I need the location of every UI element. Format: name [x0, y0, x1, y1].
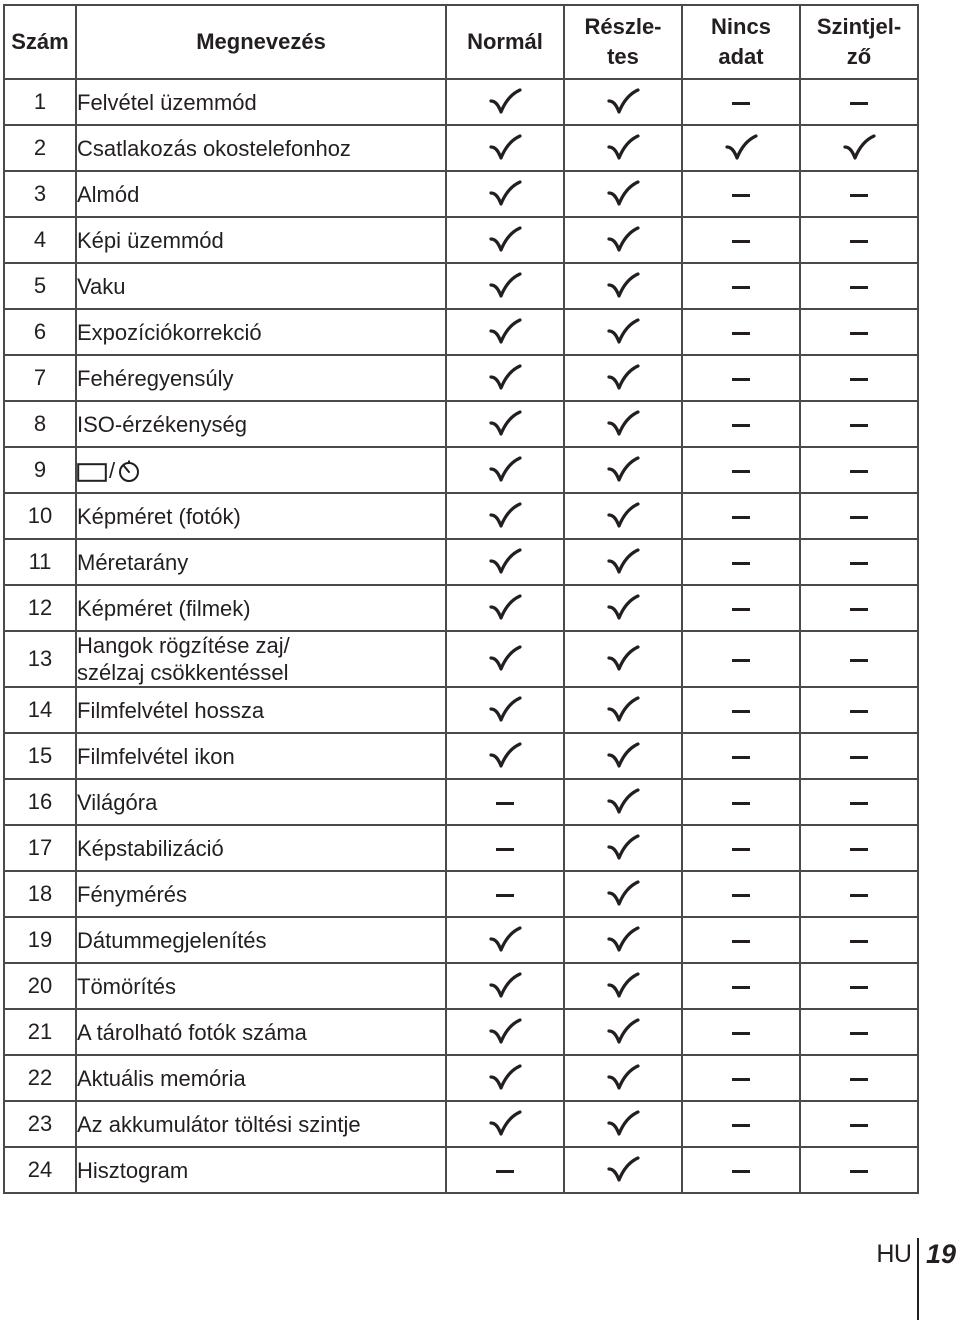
single-frame-icon: [77, 461, 107, 480]
cell-normal: [446, 263, 564, 309]
check-mark-icon: [488, 87, 522, 117]
row-name: ISO-érzékenység: [76, 401, 446, 447]
cell-nodata: [682, 263, 800, 309]
cell-normal: [446, 917, 564, 963]
row-name: Filmfelvétel ikon: [76, 733, 446, 779]
check-mark-icon: [606, 271, 640, 301]
cell-normal: [446, 1009, 564, 1055]
cell-detailed: [564, 401, 682, 447]
cell-nodata: [682, 217, 800, 263]
row-number: 11: [4, 539, 76, 585]
cell-level: [800, 309, 918, 355]
cell-nodata: [682, 309, 800, 355]
row-name: Világóra: [76, 779, 446, 825]
cell-level: [800, 263, 918, 309]
check-mark-icon: [606, 501, 640, 531]
cell-normal: [446, 79, 564, 125]
check-mark-icon: [606, 1109, 640, 1139]
cell-level: [800, 355, 918, 401]
dash-icon: [732, 516, 750, 519]
check-mark-icon: [606, 225, 640, 255]
row-number: 21: [4, 1009, 76, 1055]
check-mark-icon: [488, 179, 522, 209]
row-name: A tárolható fotók száma: [76, 1009, 446, 1055]
table-row: [4, 825, 918, 871]
cell-detailed: [564, 125, 682, 171]
table-header-row: [4, 5, 918, 79]
cell-normal: [446, 539, 564, 585]
cell-nodata: [682, 125, 800, 171]
table-row: [4, 1009, 918, 1055]
check-mark-icon: [488, 695, 522, 725]
header-nodata-line1: Nincs: [711, 14, 771, 39]
row-number: 6: [4, 309, 76, 355]
table-row: [4, 917, 918, 963]
check-mark-icon: [606, 1155, 640, 1185]
dash-icon: [732, 802, 750, 805]
row-number: 24: [4, 1147, 76, 1193]
check-mark-icon: [606, 455, 640, 485]
cell-normal: [446, 687, 564, 733]
dash-icon: [496, 802, 514, 805]
header-detailed-line1: Részle-: [584, 14, 662, 39]
cell-normal: [446, 585, 564, 631]
dash-icon: [850, 516, 868, 519]
check-mark-icon: [606, 1017, 640, 1047]
dash-icon: [732, 240, 750, 243]
check-mark-icon: [488, 271, 522, 301]
row-name: Dátummegjelenítés: [76, 917, 446, 963]
row-number: 5: [4, 263, 76, 309]
row-name: Almód: [76, 171, 446, 217]
cell-normal: [446, 125, 564, 171]
row-name: Az akkumulátor töltési szintje: [76, 1101, 446, 1147]
dash-icon: [850, 1124, 868, 1127]
row-number: 8: [4, 401, 76, 447]
table-row: [4, 447, 918, 493]
dash-icon: [850, 802, 868, 805]
check-mark-icon: [606, 547, 640, 577]
cell-level: [800, 401, 918, 447]
header-level: [800, 5, 918, 79]
cell-detailed: [564, 825, 682, 871]
cell-nodata: [682, 401, 800, 447]
cell-normal: [446, 871, 564, 917]
cell-normal: [446, 1101, 564, 1147]
cell-normal: [446, 493, 564, 539]
cell-nodata: [682, 687, 800, 733]
check-mark-icon: [488, 409, 522, 439]
cell-normal: [446, 1055, 564, 1101]
table-row: [4, 1101, 918, 1147]
check-mark-icon: [488, 363, 522, 393]
table-row: [4, 1055, 918, 1101]
cell-level: [800, 1055, 918, 1101]
check-mark-icon: [606, 133, 640, 163]
cell-detailed: [564, 79, 682, 125]
table-row: [4, 963, 918, 1009]
self-timer-icon: [117, 459, 141, 483]
cell-detailed: [564, 1147, 682, 1193]
dash-icon: [732, 470, 750, 473]
row-name: [76, 447, 446, 493]
cell-detailed: [564, 1055, 682, 1101]
dash-icon: [850, 986, 868, 989]
dash-icon: [850, 562, 868, 565]
cell-detailed: [564, 687, 682, 733]
cell-level: [800, 1101, 918, 1147]
cell-normal: [446, 779, 564, 825]
dash-icon: [850, 102, 868, 105]
table-row: [4, 687, 918, 733]
table-row: [4, 871, 918, 917]
row-number: 13: [4, 631, 76, 687]
dash-icon: [850, 378, 868, 381]
cell-detailed: [564, 631, 682, 687]
cell-level: [800, 1147, 918, 1193]
cell-level: [800, 1009, 918, 1055]
row-number: 2: [4, 125, 76, 171]
table-row: [4, 401, 918, 447]
row-number: 3: [4, 171, 76, 217]
cell-nodata: [682, 493, 800, 539]
dash-icon: [850, 424, 868, 427]
row-number: 12: [4, 585, 76, 631]
cell-nodata: [682, 917, 800, 963]
check-mark-icon: [488, 1017, 522, 1047]
row-name: Képstabilizáció: [76, 825, 446, 871]
cell-detailed: [564, 217, 682, 263]
dash-icon: [732, 894, 750, 897]
cell-nodata: [682, 733, 800, 779]
cell-detailed: [564, 733, 682, 779]
table-body: [4, 79, 918, 1193]
header-num: Szám: [4, 5, 76, 79]
cell-nodata: [682, 1101, 800, 1147]
row-number: 23: [4, 1101, 76, 1147]
row-name: Aktuális memória: [76, 1055, 446, 1101]
cell-level: [800, 585, 918, 631]
table-row: [4, 125, 918, 171]
row-name: Csatlakozás okostelefonhoz: [76, 125, 446, 171]
row-name: Méretarány: [76, 539, 446, 585]
dash-icon: [732, 986, 750, 989]
row-number: 9: [4, 447, 76, 493]
check-mark-icon: [606, 317, 640, 347]
cell-level: [800, 733, 918, 779]
table-row: [4, 355, 918, 401]
check-mark-icon: [488, 644, 522, 674]
cell-level: [800, 963, 918, 1009]
cell-detailed: [564, 1101, 682, 1147]
dash-icon: [732, 1078, 750, 1081]
check-mark-icon: [606, 409, 640, 439]
table-row: [4, 493, 918, 539]
cell-detailed: [564, 1009, 682, 1055]
page-footer: [876, 1238, 956, 1320]
cell-nodata: [682, 1009, 800, 1055]
dash-icon: [732, 1170, 750, 1173]
table-row: [4, 171, 918, 217]
dash-icon: [732, 194, 750, 197]
cell-level: [800, 493, 918, 539]
check-mark-icon: [606, 695, 640, 725]
cell-detailed: [564, 871, 682, 917]
cell-normal: [446, 401, 564, 447]
cell-nodata: [682, 631, 800, 687]
dash-icon: [732, 848, 750, 851]
dash-icon: [850, 608, 868, 611]
cell-detailed: [564, 355, 682, 401]
check-mark-icon: [606, 925, 640, 955]
row-name: Képméret (fotók): [76, 493, 446, 539]
row-name: Fehéregyensúly: [76, 355, 446, 401]
cell-nodata: [682, 585, 800, 631]
check-mark-icon: [488, 593, 522, 623]
row-number: 17: [4, 825, 76, 871]
table-row: [4, 779, 918, 825]
cell-detailed: [564, 539, 682, 585]
cell-nodata: [682, 79, 800, 125]
dash-icon: [496, 894, 514, 897]
check-mark-icon: [488, 133, 522, 163]
cell-level: [800, 687, 918, 733]
row-name: Hisztogram: [76, 1147, 446, 1193]
row-name: [76, 631, 446, 687]
table-row: [4, 631, 918, 687]
cell-detailed: [564, 779, 682, 825]
dash-icon: [850, 848, 868, 851]
cell-level: [800, 825, 918, 871]
row-name: Expozíciókorrekció: [76, 309, 446, 355]
row-name: Tömörítés: [76, 963, 446, 1009]
cell-detailed: [564, 447, 682, 493]
check-mark-icon: [488, 1063, 522, 1093]
cell-nodata: [682, 171, 800, 217]
dash-icon: [850, 710, 868, 713]
dash-icon: [732, 424, 750, 427]
cell-normal: [446, 825, 564, 871]
row-number: 14: [4, 687, 76, 733]
cell-level: [800, 871, 918, 917]
dash-icon: [850, 332, 868, 335]
header-level-line1: Szintjel-: [816, 14, 902, 39]
cell-nodata: [682, 355, 800, 401]
dash-icon: [850, 1032, 868, 1035]
check-mark-icon: [488, 317, 522, 347]
cell-detailed: [564, 263, 682, 309]
table-row: [4, 79, 918, 125]
check-mark-icon: [606, 363, 640, 393]
dash-icon: [850, 940, 868, 943]
cell-normal: [446, 447, 564, 493]
cell-level: [800, 125, 918, 171]
cell-nodata: [682, 447, 800, 493]
check-mark-icon: [488, 1109, 522, 1139]
check-mark-icon: [606, 1063, 640, 1093]
cell-nodata: [682, 1055, 800, 1101]
page-number: 19: [925, 1239, 956, 1269]
row-number: 1: [4, 79, 76, 125]
table-row: [4, 217, 918, 263]
header-normal: Normál: [446, 5, 564, 79]
header-nodata: [682, 5, 800, 79]
check-mark-icon: [606, 741, 640, 771]
check-mark-icon: [842, 133, 876, 163]
check-mark-icon: [606, 787, 640, 817]
row-number: 22: [4, 1055, 76, 1101]
check-mark-icon: [606, 833, 640, 863]
row-name: Képi üzemmód: [76, 217, 446, 263]
cell-normal: [446, 733, 564, 779]
dash-icon: [732, 756, 750, 759]
cell-level: [800, 217, 918, 263]
cell-detailed: [564, 585, 682, 631]
check-mark-icon: [724, 133, 758, 163]
table-row: [4, 309, 918, 355]
check-mark-icon: [606, 593, 640, 623]
header-name: Megnevezés: [76, 5, 446, 79]
table-row: [4, 585, 918, 631]
dash-icon: [732, 562, 750, 565]
dash-icon: [732, 378, 750, 381]
table-row: [4, 733, 918, 779]
cell-detailed: [564, 493, 682, 539]
header-detailed: [564, 5, 682, 79]
dash-icon: [496, 1170, 514, 1173]
check-mark-icon: [488, 547, 522, 577]
cell-normal: [446, 171, 564, 217]
table-row: [4, 539, 918, 585]
check-mark-icon: [606, 879, 640, 909]
check-mark-icon: [606, 179, 640, 209]
cell-nodata: [682, 963, 800, 1009]
cell-nodata: [682, 1147, 800, 1193]
table-row: [4, 263, 918, 309]
dash-icon: [850, 470, 868, 473]
cell-normal: [446, 1147, 564, 1193]
cell-level: [800, 631, 918, 687]
dash-icon: [850, 1170, 868, 1173]
cell-detailed: [564, 171, 682, 217]
dash-icon: [850, 1078, 868, 1081]
cell-level: [800, 171, 918, 217]
dash-icon: [732, 1032, 750, 1035]
dash-icon: [732, 940, 750, 943]
check-mark-icon: [488, 501, 522, 531]
row-number: 10: [4, 493, 76, 539]
cell-level: [800, 539, 918, 585]
dash-icon: [850, 659, 868, 662]
row-name-line1: Hangok rögzítése zaj/: [77, 633, 290, 658]
check-mark-icon: [606, 87, 640, 117]
cell-detailed: [564, 309, 682, 355]
row-number: 15: [4, 733, 76, 779]
cell-level: [800, 447, 918, 493]
check-mark-icon: [606, 644, 640, 674]
row-name: Felvétel üzemmód: [76, 79, 446, 125]
cell-normal: [446, 355, 564, 401]
cell-detailed: [564, 963, 682, 1009]
header-level-line2: ző: [846, 44, 872, 69]
cell-nodata: [682, 871, 800, 917]
row-number: 20: [4, 963, 76, 1009]
dash-icon: [850, 240, 868, 243]
dash-icon: [732, 659, 750, 662]
row-name: Vaku: [76, 263, 446, 309]
check-mark-icon: [488, 925, 522, 955]
cell-nodata: [682, 825, 800, 871]
cell-level: [800, 79, 918, 125]
dash-icon: [850, 194, 868, 197]
row-number: 19: [4, 917, 76, 963]
dash-icon: [732, 332, 750, 335]
slash-separator: /: [109, 458, 116, 484]
cell-nodata: [682, 779, 800, 825]
row-number: 7: [4, 355, 76, 401]
cell-normal: [446, 309, 564, 355]
dash-icon: [732, 102, 750, 105]
check-mark-icon: [488, 225, 522, 255]
cell-normal: [446, 963, 564, 1009]
row-name: Fénymérés: [76, 871, 446, 917]
cell-normal: [446, 217, 564, 263]
dash-icon: [732, 710, 750, 713]
cell-level: [800, 779, 918, 825]
row-name: Filmfelvétel hossza: [76, 687, 446, 733]
drive-mode-glyphs: [77, 457, 141, 484]
check-mark-icon: [606, 971, 640, 1001]
cell-level: [800, 917, 918, 963]
row-name: Képméret (filmek): [76, 585, 446, 631]
dash-icon: [850, 286, 868, 289]
row-name-line2: szélzaj csökkentéssel: [77, 660, 289, 685]
dash-icon: [732, 286, 750, 289]
display-info-table: [3, 4, 919, 1194]
row-number: 16: [4, 779, 76, 825]
check-mark-icon: [488, 971, 522, 1001]
cell-nodata: [682, 539, 800, 585]
table-row: [4, 1147, 918, 1193]
dash-icon: [496, 848, 514, 851]
dash-icon: [732, 1124, 750, 1127]
dash-icon: [850, 894, 868, 897]
dash-icon: [732, 608, 750, 611]
header-nodata-line2: adat: [718, 44, 764, 69]
cell-normal: [446, 631, 564, 687]
header-detailed-line2: tes: [607, 44, 639, 69]
check-mark-icon: [488, 455, 522, 485]
language-code: HU: [876, 1240, 912, 1268]
cell-detailed: [564, 917, 682, 963]
check-mark-icon: [488, 741, 522, 771]
row-number: 18: [4, 871, 76, 917]
row-number: 4: [4, 217, 76, 263]
dash-icon: [850, 756, 868, 759]
